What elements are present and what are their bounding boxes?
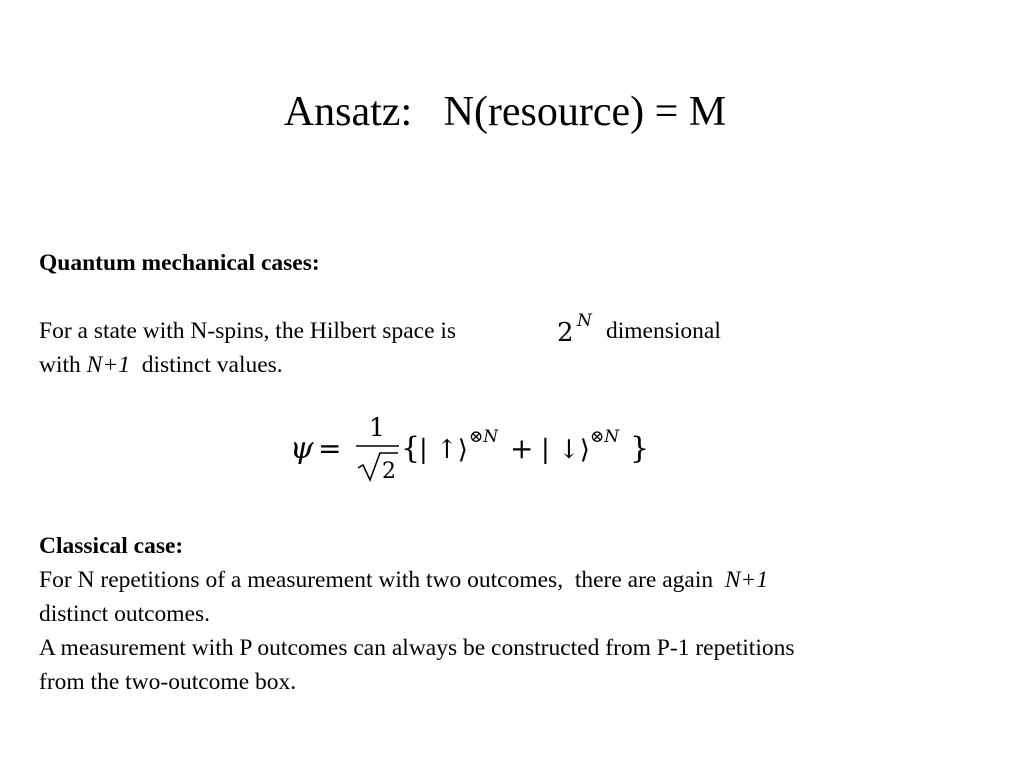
eq-equals: =	[318, 432, 342, 465]
classical-line1-start: For N repetitions of a measurement with two outcomes, there are again	[39, 567, 725, 593]
eq-left-brace: {	[401, 431, 421, 466]
quantum-text-line1-end: dimensional	[606, 318, 721, 344]
quantum-text-line1	[39, 316, 456, 346]
eq-ket-down: | ↓⟩	[541, 435, 590, 465]
power-base: 2	[557, 318, 574, 348]
eq-tensor-exp-1: ⊗N	[469, 427, 499, 447]
quantum-line2-suffix: distinct values.	[129, 352, 283, 378]
quantum-line2-emph: N+1	[86, 352, 130, 378]
classical-heading: Classical case:	[39, 533, 184, 559]
classical-text-line2: distinct outcomes.	[39, 601, 211, 627]
classical-line1-emph: N+1	[724, 567, 769, 593]
classical-text-line4: from the two-outcome box.	[39, 669, 297, 695]
eq-psi: ψ	[290, 431, 314, 466]
eq-plus: +	[510, 432, 534, 465]
power-exponent: N	[577, 311, 592, 331]
eq-denominator: 2	[382, 459, 396, 484]
classical-text-line1	[39, 565, 768, 595]
quantum-text-line1-start: For a state with N-spins, the Hilbert space is	[39, 318, 457, 344]
quantum-line2-prefix: with	[39, 352, 87, 378]
classical-text-line3: A measurement with P outcomes can always be constructed from P-1 repetitions	[39, 635, 795, 661]
inline-math-power	[557, 311, 592, 348]
quantum-heading: Quantum mechanical cases:	[39, 250, 320, 276]
quantum-text-line2	[39, 350, 283, 380]
eq-numerator: 1	[369, 413, 385, 442]
eq-tensor-exp-2: ⊗N	[590, 427, 620, 447]
psi-equation	[288, 408, 668, 488]
eq-right-brace: }	[630, 431, 650, 466]
eq-ket-up: | ↑⟩	[419, 435, 468, 465]
slide-title: Ansatz: N(resource) = M	[283, 89, 727, 135]
